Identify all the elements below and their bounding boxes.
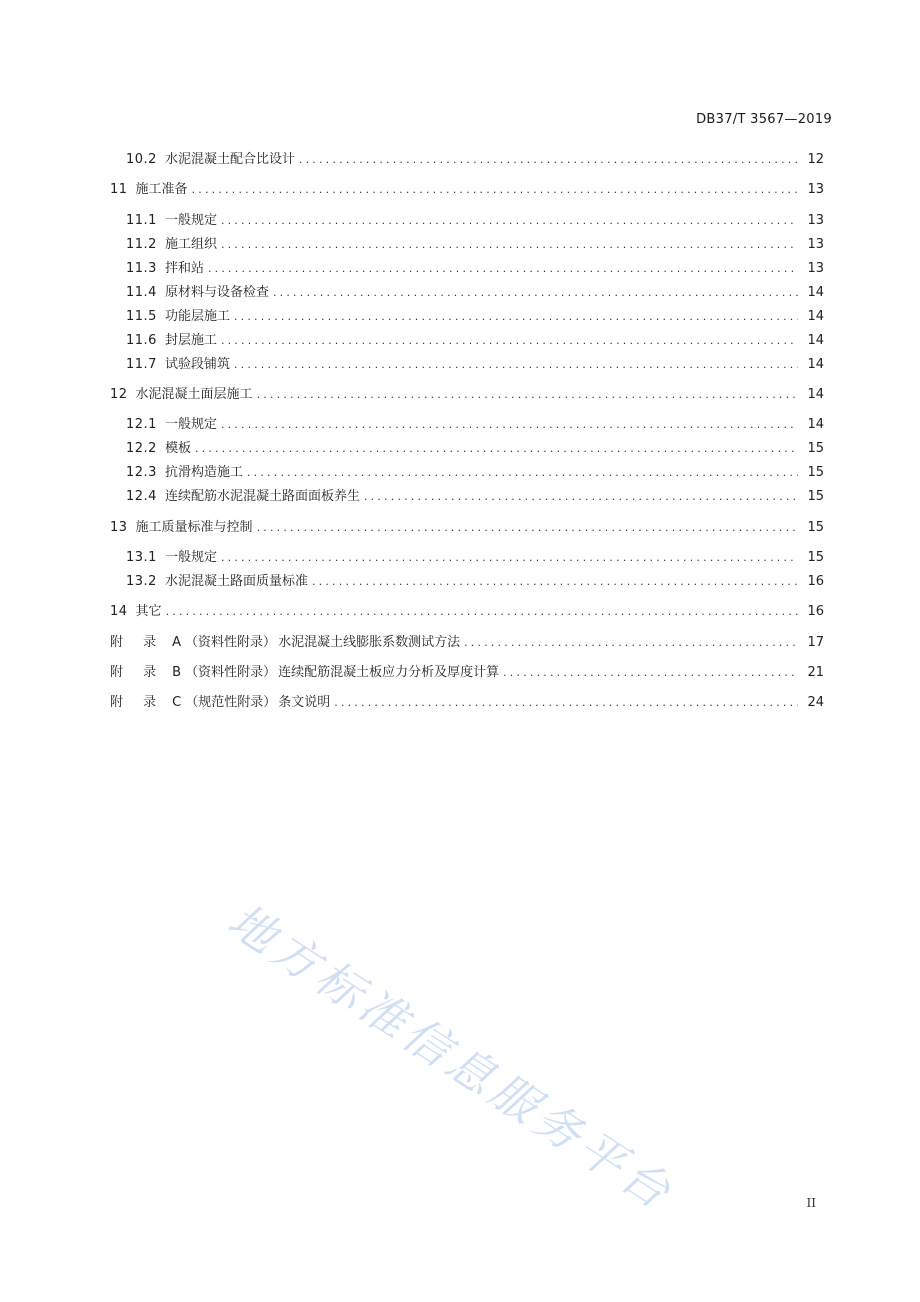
toc-entry-page: 15 (807, 489, 824, 504)
appendix-prefix: 附 录 (110, 665, 165, 680)
toc-leader-dots (464, 633, 798, 653)
appendix-label (110, 663, 276, 683)
toc-entry-title: 连续配筋水泥混凝土路面面板养生 (164, 489, 360, 504)
toc-entry-title: 功能层施工 (164, 309, 230, 324)
appendix-type: （资料性附录） (185, 635, 277, 650)
appendix-type: （规范性附录） (185, 695, 277, 710)
appendix-page: 24 (807, 695, 824, 710)
document-code: DB37/T 3567—2019 (696, 112, 832, 127)
toc-entry-page: 14 (807, 285, 824, 300)
toc-entry[interactable] (110, 518, 824, 538)
toc-entry-number: 12 (110, 387, 128, 402)
toc-entry-page: 16 (807, 574, 824, 589)
toc-leader-dots (257, 518, 798, 538)
toc-entry[interactable] (126, 150, 824, 170)
toc-entry-page: 13 (807, 261, 824, 276)
toc-entry[interactable] (126, 283, 824, 303)
toc-leader-dots (166, 602, 798, 622)
appendix-title: 条文说明 (278, 695, 331, 710)
toc-leader-dots (221, 415, 798, 435)
toc-entry-page: 15 (807, 520, 824, 535)
toc-entry-number: 11.1 (126, 213, 157, 228)
toc-entry-number: 11.4 (126, 285, 157, 300)
toc-entry-title: 水泥混凝土路面质量标准 (164, 574, 308, 589)
toc-leader-dots (299, 150, 798, 170)
appendix-page: 17 (807, 635, 824, 650)
appendix-title: 连续配筋混凝土板应力分析及厚度计算 (278, 665, 500, 680)
toc-leader-dots (312, 572, 798, 592)
appendix-title: 水泥混凝土线膨胀系数测试方法 (278, 635, 461, 650)
toc-entry-number: 14 (110, 604, 128, 619)
toc-entry-number: 12.3 (126, 465, 157, 480)
appendix-page: 21 (807, 665, 824, 680)
toc-entry-title: 封层施工 (164, 333, 217, 348)
toc-entry[interactable] (126, 487, 824, 507)
appendix-prefix: 附 录 (110, 695, 165, 710)
toc-entry-page: 16 (807, 604, 824, 619)
toc-leader-dots (257, 385, 798, 405)
toc-entry-page: 15 (807, 441, 824, 456)
toc-entry-page: 13 (807, 182, 824, 197)
toc-entry-number: 12.4 (126, 489, 157, 504)
toc-entry-number: 12.1 (126, 417, 157, 432)
toc-entry-page: 13 (807, 213, 824, 228)
toc-entry-title: 水泥混凝土面层施工 (135, 387, 253, 402)
toc-entry-title: 施工组织 (164, 237, 217, 252)
toc-entry[interactable] (110, 385, 824, 405)
toc-leader-dots (221, 235, 798, 255)
appendix-label (110, 633, 276, 653)
toc-entry[interactable] (126, 463, 824, 483)
toc-leader-dots (234, 307, 798, 327)
toc-entry[interactable] (126, 439, 824, 459)
toc-leader-dots (221, 548, 798, 568)
toc-entry-title: 模板 (164, 441, 191, 456)
toc-entry[interactable] (126, 355, 824, 375)
appendix-letter: A (172, 635, 182, 650)
toc-entry-number: 13 (110, 520, 128, 535)
toc-appendix-entry[interactable] (110, 693, 824, 713)
toc-entry-number: 10.2 (126, 152, 157, 167)
toc-entry[interactable] (126, 572, 824, 592)
toc-entry-title: 一般规定 (164, 213, 217, 228)
toc-entry-page: 14 (807, 357, 824, 372)
toc-entry-page: 12 (807, 152, 824, 167)
toc-leader-dots (273, 283, 798, 303)
toc-leader-dots (221, 331, 798, 351)
toc-entry-title: 施工准备 (135, 182, 188, 197)
toc-entry-number: 13.2 (126, 574, 157, 589)
toc-entry[interactable] (110, 180, 824, 200)
toc-entry-page: 14 (807, 309, 824, 324)
toc-entry[interactable] (126, 259, 824, 279)
toc-leader-dots (195, 439, 798, 459)
toc-leader-dots (247, 463, 798, 483)
appendix-type: （资料性附录） (185, 665, 277, 680)
toc-entry-page: 13 (807, 237, 824, 252)
toc-entry[interactable] (110, 602, 824, 622)
toc-entry[interactable] (126, 307, 824, 327)
toc-entry-page: 14 (807, 387, 824, 402)
appendix-letter: C (172, 695, 182, 710)
toc-entry-page: 15 (807, 465, 824, 480)
toc-leader-dots (221, 211, 798, 231)
toc-entry-title: 拌和站 (164, 261, 204, 276)
toc-entry[interactable] (126, 235, 824, 255)
toc-entry-title: 一般规定 (164, 417, 217, 432)
toc-appendix-entry[interactable] (110, 663, 824, 683)
toc-entry[interactable] (126, 548, 824, 568)
toc-leader-dots (234, 355, 798, 375)
toc-entry-number: 13.1 (126, 550, 157, 565)
toc-leader-dots (364, 487, 798, 507)
toc-entry-number: 11.5 (126, 309, 157, 324)
toc-entry[interactable] (126, 331, 824, 351)
page-number: II (806, 1196, 816, 1210)
appendix-prefix: 附 录 (110, 635, 165, 650)
watermark: 地方标准信息服务平台 (218, 892, 685, 1222)
toc-entry-page: 14 (807, 417, 824, 432)
appendix-label (110, 693, 276, 713)
toc-entry-title: 其它 (135, 604, 162, 619)
toc-entry-number: 12.2 (126, 441, 157, 456)
toc-entry-number: 11.3 (126, 261, 157, 276)
toc-entry-title: 试验段铺筑 (164, 357, 230, 372)
toc-entry[interactable] (126, 415, 824, 435)
toc-entry-title: 原材料与设备检查 (164, 285, 269, 300)
toc-entry-title: 施工质量标准与控制 (135, 520, 253, 535)
toc-entry-page: 15 (807, 550, 824, 565)
toc-leader-dots (334, 693, 798, 713)
toc-entry-number: 11.6 (126, 333, 157, 348)
toc-leader-dots (208, 259, 798, 279)
toc-appendix-entry[interactable] (110, 633, 824, 653)
toc-entry-page: 14 (807, 333, 824, 348)
toc-entry-number: 11 (110, 182, 128, 197)
toc-entry-title: 抗滑构造施工 (164, 465, 243, 480)
toc-entry-number: 11.2 (126, 237, 157, 252)
toc-leader-dots (192, 180, 798, 200)
appendix-letter: B (172, 665, 182, 680)
toc-entry[interactable] (126, 211, 824, 231)
toc-entry-title: 一般规定 (164, 550, 217, 565)
toc-entry-title: 水泥混凝土配合比设计 (164, 152, 295, 167)
toc-leader-dots (503, 663, 798, 683)
toc-entry-number: 11.7 (126, 357, 157, 372)
